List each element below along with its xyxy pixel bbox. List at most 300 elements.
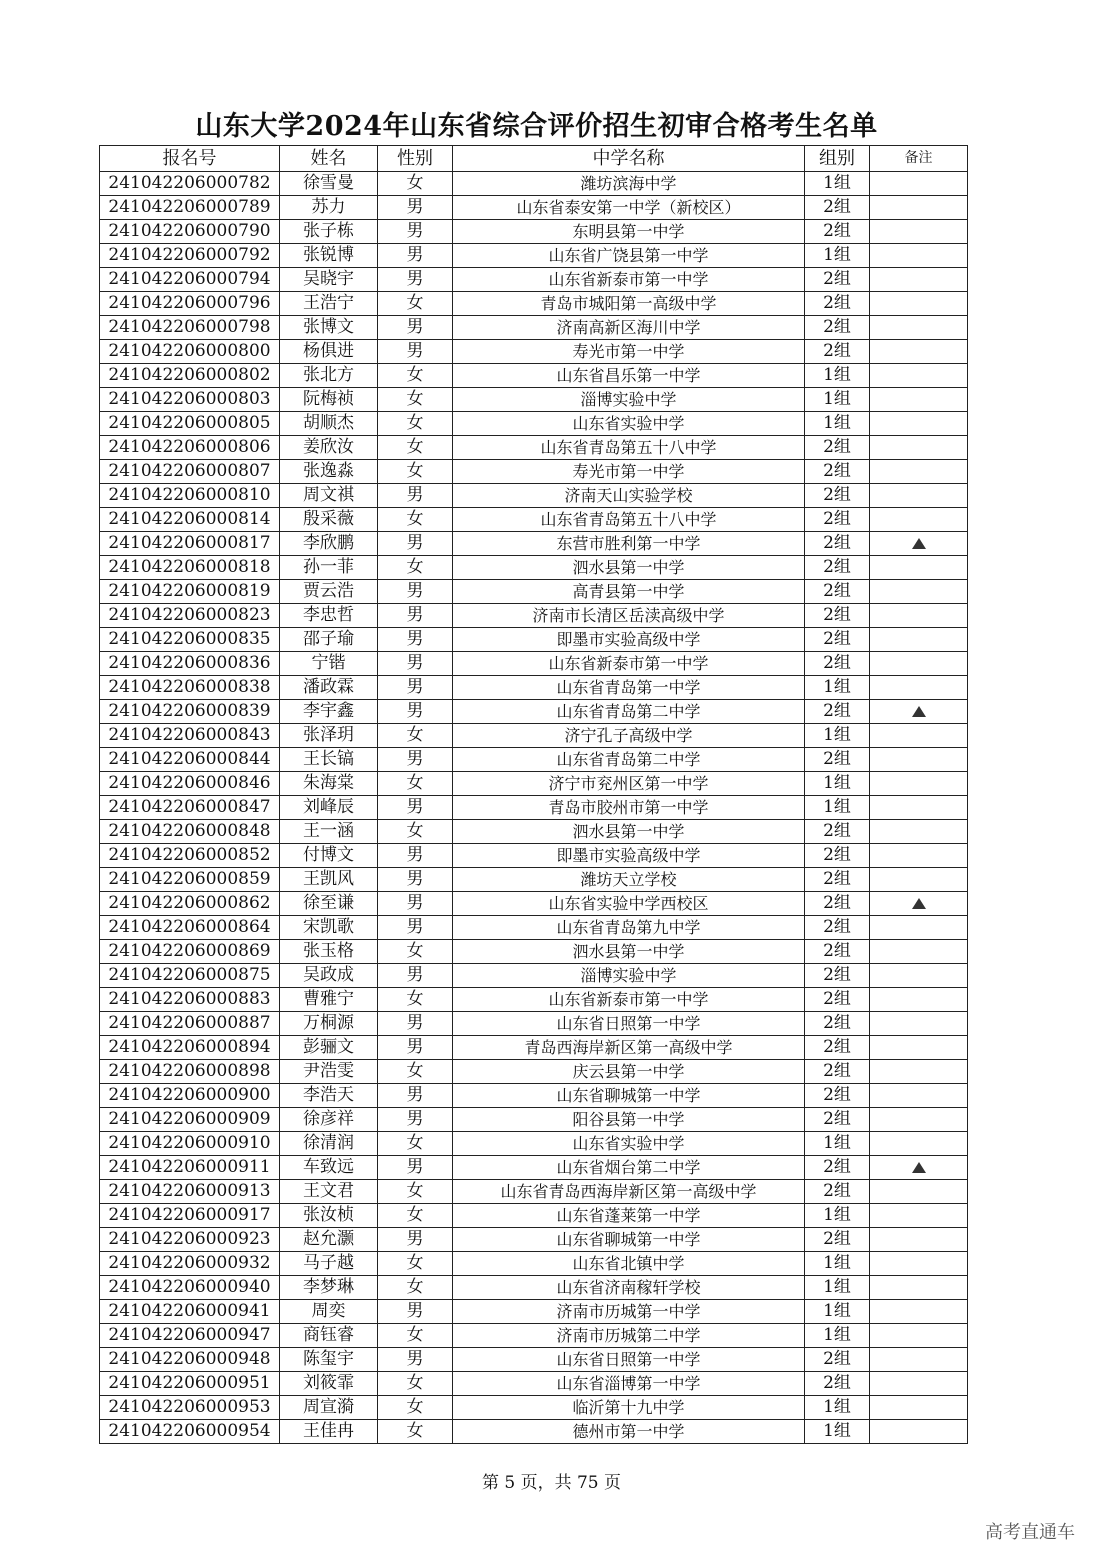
cell-note bbox=[870, 1036, 968, 1060]
cell-group: 2组 bbox=[805, 1060, 870, 1084]
cell-group: 2组 bbox=[805, 1012, 870, 1036]
cell-name: 阮梅祯 bbox=[280, 388, 378, 412]
cell-gender: 男 bbox=[378, 1084, 453, 1108]
cell-gender: 男 bbox=[378, 1108, 453, 1132]
cell-id: 241042206000817 bbox=[100, 532, 280, 556]
cell-group: 1组 bbox=[805, 796, 870, 820]
cell-gender: 女 bbox=[378, 1204, 453, 1228]
cell-school: 山东省日照第一中学 bbox=[453, 1012, 805, 1036]
cell-id: 241042206000883 bbox=[100, 988, 280, 1012]
cell-id: 241042206000818 bbox=[100, 556, 280, 580]
cell-group: 2组 bbox=[805, 940, 870, 964]
cell-id: 241042206000802 bbox=[100, 364, 280, 388]
cell-school: 即墨市实验高级中学 bbox=[453, 628, 805, 652]
cell-id: 241042206000948 bbox=[100, 1348, 280, 1372]
cell-note bbox=[870, 556, 968, 580]
cell-gender: 男 bbox=[378, 1228, 453, 1252]
cell-school: 淄博实验中学 bbox=[453, 964, 805, 988]
cell-school: 庆云县第一中学 bbox=[453, 1060, 805, 1084]
cell-name: 殷采薇 bbox=[280, 508, 378, 532]
cell-note bbox=[870, 940, 968, 964]
cell-gender: 女 bbox=[378, 508, 453, 532]
cell-name: 邵子瑜 bbox=[280, 628, 378, 652]
table-row bbox=[100, 1036, 968, 1060]
cell-name: 车致远 bbox=[280, 1156, 378, 1180]
cell-name: 尹浩雯 bbox=[280, 1060, 378, 1084]
table-row bbox=[100, 844, 968, 868]
cell-note bbox=[870, 796, 968, 820]
cell-gender: 女 bbox=[378, 172, 453, 196]
cell-name: 胡顺杰 bbox=[280, 412, 378, 436]
cell-gender: 男 bbox=[378, 532, 453, 556]
cell-group: 2组 bbox=[805, 508, 870, 532]
cell-gender: 男 bbox=[378, 1348, 453, 1372]
table-body bbox=[100, 172, 968, 1444]
cell-id: 241042206000954 bbox=[100, 1420, 280, 1444]
cell-name: 王凯风 bbox=[280, 868, 378, 892]
cell-group: 2组 bbox=[805, 1036, 870, 1060]
cell-id: 241042206000800 bbox=[100, 340, 280, 364]
cell-name: 张泽玥 bbox=[280, 724, 378, 748]
cell-id: 241042206000953 bbox=[100, 1396, 280, 1420]
cell-id: 241042206000789 bbox=[100, 196, 280, 220]
cell-gender: 女 bbox=[378, 1372, 453, 1396]
triangle-marker-icon bbox=[912, 898, 926, 909]
cell-gender: 女 bbox=[378, 412, 453, 436]
cell-gender: 女 bbox=[378, 1132, 453, 1156]
watermark: 高考直通车 bbox=[985, 1522, 1075, 1543]
cell-gender: 男 bbox=[378, 580, 453, 604]
cell-name: 张博文 bbox=[280, 316, 378, 340]
cell-id: 241042206000819 bbox=[100, 580, 280, 604]
table-row bbox=[100, 700, 968, 724]
cell-note bbox=[870, 580, 968, 604]
cell-school: 山东省青岛西海岸新区第一高级中学 bbox=[453, 1180, 805, 1204]
header-id: 报名号 bbox=[100, 146, 280, 172]
cell-name: 王长镐 bbox=[280, 748, 378, 772]
cell-note bbox=[870, 1012, 968, 1036]
cell-school: 济南天山实验学校 bbox=[453, 484, 805, 508]
cell-gender: 女 bbox=[378, 724, 453, 748]
cell-note bbox=[870, 604, 968, 628]
cell-gender: 女 bbox=[378, 1396, 453, 1420]
cell-gender: 男 bbox=[378, 964, 453, 988]
cell-name: 王文君 bbox=[280, 1180, 378, 1204]
cell-name: 张逸淼 bbox=[280, 460, 378, 484]
cell-name: 刘峰辰 bbox=[280, 796, 378, 820]
triangle-marker-icon bbox=[912, 1162, 926, 1173]
cell-note bbox=[870, 844, 968, 868]
table-header-row bbox=[100, 146, 968, 172]
table-row bbox=[100, 556, 968, 580]
cell-note bbox=[870, 436, 968, 460]
cell-name: 李梦琳 bbox=[280, 1276, 378, 1300]
cell-group: 2组 bbox=[805, 1348, 870, 1372]
table-row bbox=[100, 412, 968, 436]
table-row bbox=[100, 172, 968, 196]
cell-gender: 男 bbox=[378, 268, 453, 292]
cell-gender: 男 bbox=[378, 628, 453, 652]
table-row bbox=[100, 868, 968, 892]
cell-gender: 男 bbox=[378, 916, 453, 940]
cell-name: 万桐源 bbox=[280, 1012, 378, 1036]
cell-gender: 男 bbox=[378, 796, 453, 820]
cell-group: 2组 bbox=[805, 340, 870, 364]
cell-id: 241042206000862 bbox=[100, 892, 280, 916]
cell-school: 淄博实验中学 bbox=[453, 388, 805, 412]
cell-school: 山东省实验中学 bbox=[453, 1132, 805, 1156]
cell-name: 朱海棠 bbox=[280, 772, 378, 796]
cell-note bbox=[870, 220, 968, 244]
table-row bbox=[100, 484, 968, 508]
cell-id: 241042206000836 bbox=[100, 652, 280, 676]
cell-gender: 男 bbox=[378, 748, 453, 772]
cell-name: 张锐博 bbox=[280, 244, 378, 268]
cell-gender: 女 bbox=[378, 1276, 453, 1300]
cell-school: 青岛市城阳第一高级中学 bbox=[453, 292, 805, 316]
cell-note bbox=[870, 388, 968, 412]
cell-note bbox=[870, 196, 968, 220]
cell-school: 临沂第十九中学 bbox=[453, 1396, 805, 1420]
cell-group: 2组 bbox=[805, 484, 870, 508]
cell-note bbox=[870, 1084, 968, 1108]
cell-name: 刘筱霏 bbox=[280, 1372, 378, 1396]
cell-note bbox=[870, 1348, 968, 1372]
cell-gender: 女 bbox=[378, 1252, 453, 1276]
cell-name: 徐至谦 bbox=[280, 892, 378, 916]
cell-school: 山东省泰安第一中学（新校区） bbox=[453, 196, 805, 220]
cell-school: 山东省聊城第一中学 bbox=[453, 1084, 805, 1108]
cell-id: 241042206000932 bbox=[100, 1252, 280, 1276]
cell-group: 2组 bbox=[805, 748, 870, 772]
cell-group: 2组 bbox=[805, 916, 870, 940]
cell-group: 1组 bbox=[805, 676, 870, 700]
cell-name: 马子越 bbox=[280, 1252, 378, 1276]
table-row bbox=[100, 460, 968, 484]
cell-group: 1组 bbox=[805, 364, 870, 388]
table-row bbox=[100, 1276, 968, 1300]
cell-school: 济南市历城第一中学 bbox=[453, 1300, 805, 1324]
cell-school: 济南市长清区岳渎高级中学 bbox=[453, 604, 805, 628]
cell-group: 2组 bbox=[805, 556, 870, 580]
cell-school: 高青县第一中学 bbox=[453, 580, 805, 604]
cell-note bbox=[870, 1228, 968, 1252]
table-row bbox=[100, 820, 968, 844]
table-row bbox=[100, 1108, 968, 1132]
cell-note bbox=[870, 1180, 968, 1204]
cell-group: 2组 bbox=[805, 604, 870, 628]
cell-id: 241042206000852 bbox=[100, 844, 280, 868]
cell-gender: 男 bbox=[378, 868, 453, 892]
cell-note bbox=[870, 1420, 968, 1444]
cell-note bbox=[870, 820, 968, 844]
cell-school: 山东省青岛第五十八中学 bbox=[453, 508, 805, 532]
cell-note bbox=[870, 988, 968, 1012]
table-row bbox=[100, 796, 968, 820]
cell-group: 2组 bbox=[805, 700, 870, 724]
cell-school: 青岛市胶州市第一中学 bbox=[453, 796, 805, 820]
cell-gender: 女 bbox=[378, 364, 453, 388]
cell-note bbox=[870, 700, 968, 724]
cell-group: 2组 bbox=[805, 820, 870, 844]
cell-gender: 男 bbox=[378, 1036, 453, 1060]
cell-gender: 男 bbox=[378, 340, 453, 364]
cell-note bbox=[870, 748, 968, 772]
cell-group: 1组 bbox=[805, 244, 870, 268]
page-number: 第 5 页，共 75 页 bbox=[481, 1473, 622, 1493]
table-row bbox=[100, 292, 968, 316]
cell-note bbox=[870, 340, 968, 364]
cell-note bbox=[870, 292, 968, 316]
cell-group: 2组 bbox=[805, 1180, 870, 1204]
cell-note bbox=[870, 1156, 968, 1180]
table-row bbox=[100, 1132, 968, 1156]
cell-gender: 男 bbox=[378, 892, 453, 916]
table-row bbox=[100, 772, 968, 796]
cell-school: 济宁孔子高级中学 bbox=[453, 724, 805, 748]
cell-school: 东营市胜利第一中学 bbox=[453, 532, 805, 556]
cell-id: 241042206000951 bbox=[100, 1372, 280, 1396]
cell-school: 潍坊滨海中学 bbox=[453, 172, 805, 196]
cell-group: 1组 bbox=[805, 1132, 870, 1156]
cell-name: 周宣漪 bbox=[280, 1396, 378, 1420]
table-row bbox=[100, 652, 968, 676]
cell-note bbox=[870, 268, 968, 292]
cell-note bbox=[870, 484, 968, 508]
table-row bbox=[100, 964, 968, 988]
cell-id: 241042206000898 bbox=[100, 1060, 280, 1084]
cell-name: 李忠哲 bbox=[280, 604, 378, 628]
cell-id: 241042206000794 bbox=[100, 268, 280, 292]
cell-school: 山东省蓬莱第一中学 bbox=[453, 1204, 805, 1228]
cell-school: 山东省济南稼轩学校 bbox=[453, 1276, 805, 1300]
cell-note bbox=[870, 652, 968, 676]
cell-school: 济宁市兖州区第一中学 bbox=[453, 772, 805, 796]
cell-school: 山东省广饶县第一中学 bbox=[453, 244, 805, 268]
cell-name: 王佳冉 bbox=[280, 1420, 378, 1444]
cell-group: 2组 bbox=[805, 580, 870, 604]
cell-note bbox=[870, 460, 968, 484]
cell-group: 1组 bbox=[805, 172, 870, 196]
cell-name: 张北方 bbox=[280, 364, 378, 388]
cell-group: 2组 bbox=[805, 1156, 870, 1180]
cell-id: 241042206000806 bbox=[100, 436, 280, 460]
cell-school: 济南市历城第二中学 bbox=[453, 1324, 805, 1348]
cell-school: 济南高新区海川中学 bbox=[453, 316, 805, 340]
cell-note bbox=[870, 628, 968, 652]
cell-group: 1组 bbox=[805, 412, 870, 436]
cell-name: 曹雅宁 bbox=[280, 988, 378, 1012]
cell-school: 青岛西海岸新区第一高级中学 bbox=[453, 1036, 805, 1060]
header-school: 中学名称 bbox=[453, 146, 805, 172]
cell-group: 1组 bbox=[805, 1396, 870, 1420]
cell-group: 2组 bbox=[805, 268, 870, 292]
cell-name: 徐雪曼 bbox=[280, 172, 378, 196]
cell-id: 241042206000823 bbox=[100, 604, 280, 628]
cell-gender: 男 bbox=[378, 1156, 453, 1180]
cell-school: 潍坊天立学校 bbox=[453, 868, 805, 892]
cell-school: 山东省青岛第九中学 bbox=[453, 916, 805, 940]
cell-id: 241042206000796 bbox=[100, 292, 280, 316]
header-group: 组别 bbox=[805, 146, 870, 172]
cell-note bbox=[870, 1324, 968, 1348]
header-note: 备注 bbox=[870, 146, 968, 172]
table-row bbox=[100, 340, 968, 364]
cell-gender: 女 bbox=[378, 556, 453, 580]
cell-group: 2组 bbox=[805, 1372, 870, 1396]
cell-group: 1组 bbox=[805, 772, 870, 796]
cell-group: 2组 bbox=[805, 652, 870, 676]
cell-id: 241042206000814 bbox=[100, 508, 280, 532]
cell-group: 2组 bbox=[805, 1108, 870, 1132]
candidate-table bbox=[99, 145, 968, 1444]
cell-school: 山东省实验中学 bbox=[453, 412, 805, 436]
cell-name: 商钰睿 bbox=[280, 1324, 378, 1348]
table-row bbox=[100, 1396, 968, 1420]
cell-name: 周文祺 bbox=[280, 484, 378, 508]
cell-id: 241042206000910 bbox=[100, 1132, 280, 1156]
table-row bbox=[100, 580, 968, 604]
cell-gender: 男 bbox=[378, 220, 453, 244]
cell-id: 241042206000838 bbox=[100, 676, 280, 700]
table-row bbox=[100, 1348, 968, 1372]
cell-id: 241042206000900 bbox=[100, 1084, 280, 1108]
cell-group: 1组 bbox=[805, 1420, 870, 1444]
table-row bbox=[100, 1060, 968, 1084]
cell-id: 241042206000810 bbox=[100, 484, 280, 508]
cell-note bbox=[870, 244, 968, 268]
table-row bbox=[100, 196, 968, 220]
cell-id: 241042206000835 bbox=[100, 628, 280, 652]
cell-id: 241042206000805 bbox=[100, 412, 280, 436]
cell-group: 2组 bbox=[805, 964, 870, 988]
cell-group: 1组 bbox=[805, 1252, 870, 1276]
cell-name: 张汝桢 bbox=[280, 1204, 378, 1228]
cell-note bbox=[870, 1132, 968, 1156]
cell-school: 山东省日照第一中学 bbox=[453, 1348, 805, 1372]
cell-school: 山东省青岛第一中学 bbox=[453, 676, 805, 700]
cell-id: 241042206000864 bbox=[100, 916, 280, 940]
table-row bbox=[100, 676, 968, 700]
cell-gender: 男 bbox=[378, 196, 453, 220]
table-row bbox=[100, 436, 968, 460]
table-row bbox=[100, 1180, 968, 1204]
cell-school: 即墨市实验高级中学 bbox=[453, 844, 805, 868]
cell-note bbox=[870, 364, 968, 388]
cell-id: 241042206000913 bbox=[100, 1180, 280, 1204]
cell-note bbox=[870, 676, 968, 700]
cell-id: 241042206000923 bbox=[100, 1228, 280, 1252]
cell-gender: 女 bbox=[378, 1060, 453, 1084]
cell-id: 241042206000843 bbox=[100, 724, 280, 748]
cell-name: 贾云浩 bbox=[280, 580, 378, 604]
cell-school: 山东省实验中学西校区 bbox=[453, 892, 805, 916]
document-title: 山东大学2024年山东省综合评价招生初审合格考生名单 bbox=[195, 111, 878, 142]
cell-group: 2组 bbox=[805, 220, 870, 244]
triangle-marker-icon bbox=[912, 706, 926, 717]
cell-note bbox=[870, 1060, 968, 1084]
cell-note bbox=[870, 1276, 968, 1300]
cell-school: 泗水县第一中学 bbox=[453, 556, 805, 580]
cell-name: 李欣鹏 bbox=[280, 532, 378, 556]
cell-gender: 女 bbox=[378, 1420, 453, 1444]
table-row bbox=[100, 1300, 968, 1324]
cell-school: 山东省新泰市第一中学 bbox=[453, 652, 805, 676]
cell-note bbox=[870, 892, 968, 916]
table-row bbox=[100, 316, 968, 340]
table-row bbox=[100, 1084, 968, 1108]
cell-school: 山东省烟台第二中学 bbox=[453, 1156, 805, 1180]
cell-note bbox=[870, 1372, 968, 1396]
cell-note bbox=[870, 316, 968, 340]
cell-group: 2组 bbox=[805, 844, 870, 868]
cell-id: 241042206000839 bbox=[100, 700, 280, 724]
table-row bbox=[100, 244, 968, 268]
cell-name: 姜欣汝 bbox=[280, 436, 378, 460]
cell-name: 吴政成 bbox=[280, 964, 378, 988]
cell-name: 张玉格 bbox=[280, 940, 378, 964]
cell-school: 山东省青岛第二中学 bbox=[453, 748, 805, 772]
cell-id: 241042206000807 bbox=[100, 460, 280, 484]
cell-id: 241042206000844 bbox=[100, 748, 280, 772]
cell-note bbox=[870, 1252, 968, 1276]
cell-group: 2组 bbox=[805, 892, 870, 916]
table-row bbox=[100, 988, 968, 1012]
table-row bbox=[100, 940, 968, 964]
cell-id: 241042206000790 bbox=[100, 220, 280, 244]
cell-group: 1组 bbox=[805, 1324, 870, 1348]
table-row bbox=[100, 532, 968, 556]
cell-gender: 女 bbox=[378, 940, 453, 964]
header-name: 姓名 bbox=[280, 146, 378, 172]
table-row bbox=[100, 1156, 968, 1180]
cell-name: 彭骊文 bbox=[280, 1036, 378, 1060]
cell-group: 2组 bbox=[805, 436, 870, 460]
cell-id: 241042206000803 bbox=[100, 388, 280, 412]
cell-gender: 女 bbox=[378, 988, 453, 1012]
cell-name: 吴晓宇 bbox=[280, 268, 378, 292]
cell-gender: 男 bbox=[378, 844, 453, 868]
table-row bbox=[100, 1252, 968, 1276]
cell-note bbox=[870, 1108, 968, 1132]
cell-id: 241042206000917 bbox=[100, 1204, 280, 1228]
table-row bbox=[100, 508, 968, 532]
cell-gender: 女 bbox=[378, 772, 453, 796]
cell-name: 李宇鑫 bbox=[280, 700, 378, 724]
cell-id: 241042206000859 bbox=[100, 868, 280, 892]
cell-id: 241042206000792 bbox=[100, 244, 280, 268]
cell-school: 寿光市第一中学 bbox=[453, 460, 805, 484]
cell-id: 241042206000909 bbox=[100, 1108, 280, 1132]
table-row bbox=[100, 268, 968, 292]
cell-id: 241042206000947 bbox=[100, 1324, 280, 1348]
cell-note bbox=[870, 172, 968, 196]
cell-group: 1组 bbox=[805, 724, 870, 748]
cell-name: 苏力 bbox=[280, 196, 378, 220]
cell-name: 王浩宁 bbox=[280, 292, 378, 316]
cell-gender: 女 bbox=[378, 292, 453, 316]
cell-name: 徐清润 bbox=[280, 1132, 378, 1156]
table-row bbox=[100, 628, 968, 652]
cell-id: 241042206000847 bbox=[100, 796, 280, 820]
cell-school: 山东省北镇中学 bbox=[453, 1252, 805, 1276]
cell-name: 周奕 bbox=[280, 1300, 378, 1324]
table-row bbox=[100, 1324, 968, 1348]
cell-note bbox=[870, 412, 968, 436]
triangle-marker-icon bbox=[912, 538, 926, 549]
cell-name: 陈玺宇 bbox=[280, 1348, 378, 1372]
cell-id: 241042206000941 bbox=[100, 1300, 280, 1324]
